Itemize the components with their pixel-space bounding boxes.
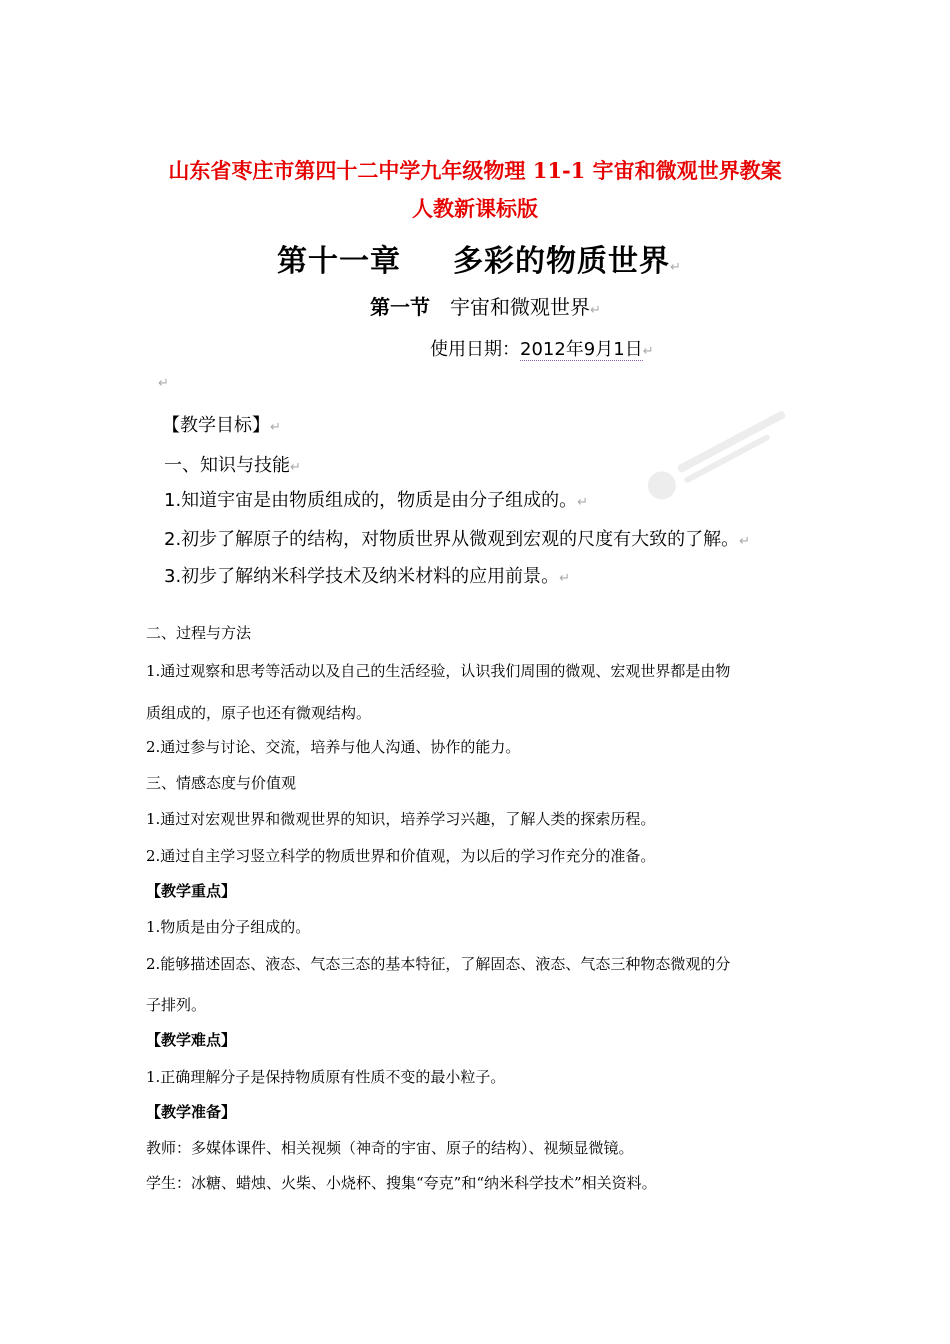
teaching-goal-heading: 【教学目标】↵ xyxy=(162,415,281,436)
preparation-heading: 【教学准备】 xyxy=(146,1103,237,1121)
knowledge-item: 3.初步了解纳米科学技术及纳米材料的应用前景。↵ xyxy=(164,566,571,587)
document-title-line2: 人教新课标版 xyxy=(412,196,538,221)
paragraph-mark: ↵ xyxy=(670,260,682,275)
process-item-2: 2.通过参与讨论、交流，培养与他人沟通、协作的能力。 xyxy=(146,738,521,756)
key-point-2-line-2: 子排列。 xyxy=(146,996,207,1014)
chapter-title xyxy=(277,236,682,280)
process-item-1-line-1: 1.通过观察和思考等活动以及自己的生活经验，认识我们周围的微观、宏观世界都是由物 xyxy=(146,662,731,680)
paragraph-mark: ↵ xyxy=(590,303,601,318)
key-points-heading: 【教学重点】 xyxy=(146,882,237,900)
section-title xyxy=(370,291,601,320)
paragraph-mark: ↵ xyxy=(642,344,654,359)
paragraph-mark: ↵ xyxy=(158,376,169,391)
section-number: 第一节 xyxy=(370,295,430,319)
knowledge-item: 2.初步了解原子的结构，对物质世界从微观到宏观的尺度有大致的了解。↵ xyxy=(164,529,751,550)
use-date-label: 使用日期： xyxy=(430,339,520,360)
emotion-item-2: 2.通过自主学习竖立科学的物质世界和价值观，为以后的学习作充分的准备。 xyxy=(146,847,656,865)
chapter-number: 第十一章 xyxy=(277,244,401,279)
knowledge-item: 1.知道宇宙是由物质组成的，物质是由分子组成的。↵ xyxy=(164,490,589,511)
chapter-name: 多彩的物质世界 xyxy=(453,244,670,279)
use-date-value: 2012年9月1日 xyxy=(520,339,643,360)
key-point-1: 1.物质是由分子组成的。 xyxy=(146,918,311,936)
paragraph-mark: ↵ xyxy=(270,420,281,435)
section-name: 宇宙和微观世界 xyxy=(450,295,590,319)
paragraph-mark: ↵ xyxy=(577,495,589,510)
paragraph-mark: ↵ xyxy=(559,571,571,586)
student-prep: 学生：冰糖、蜡烛、火柴、小烧杯、搜集“夸克”和“纳米科学技术”相关资料。 xyxy=(146,1174,657,1192)
embedded-lesson-image xyxy=(142,228,836,588)
difficulty-1: 1.正确理解分子是保持物质原有性质不变的最小粒子。 xyxy=(146,1068,506,1086)
paragraph-mark: ↵ xyxy=(739,534,751,549)
emotion-item-1: 1.通过对宏观世界和微观世界的知识，培养学习兴趣，了解人类的探索历程。 xyxy=(146,810,656,828)
teacher-prep: 教师：多媒体课件、相关视频（神奇的宇宙、原子的结构）、视频显微镜。 xyxy=(146,1139,634,1157)
emotion-heading: 三、情感态度与价值观 xyxy=(146,774,297,792)
process-heading: 二、过程与方法 xyxy=(146,624,252,642)
paragraph-mark: ↵ xyxy=(290,460,301,475)
use-date xyxy=(430,335,654,361)
process-item-1-line-2: 质组成的，原子也还有微观结构。 xyxy=(146,704,372,722)
watermark-logo xyxy=(629,373,821,532)
document-title-line1: 山东省枣庄市第四十二中学九年级物理 11-1 宇宙和微观世界教案 xyxy=(168,158,782,183)
knowledge-heading: 一、知识与技能↵ xyxy=(164,455,301,476)
difficulty-heading: 【教学难点】 xyxy=(146,1031,237,1049)
key-point-2-line-1: 2.能够描述固态、液态、气态三态的基本特征，了解固态、液态、气态三种物态微观的分 xyxy=(146,955,731,973)
